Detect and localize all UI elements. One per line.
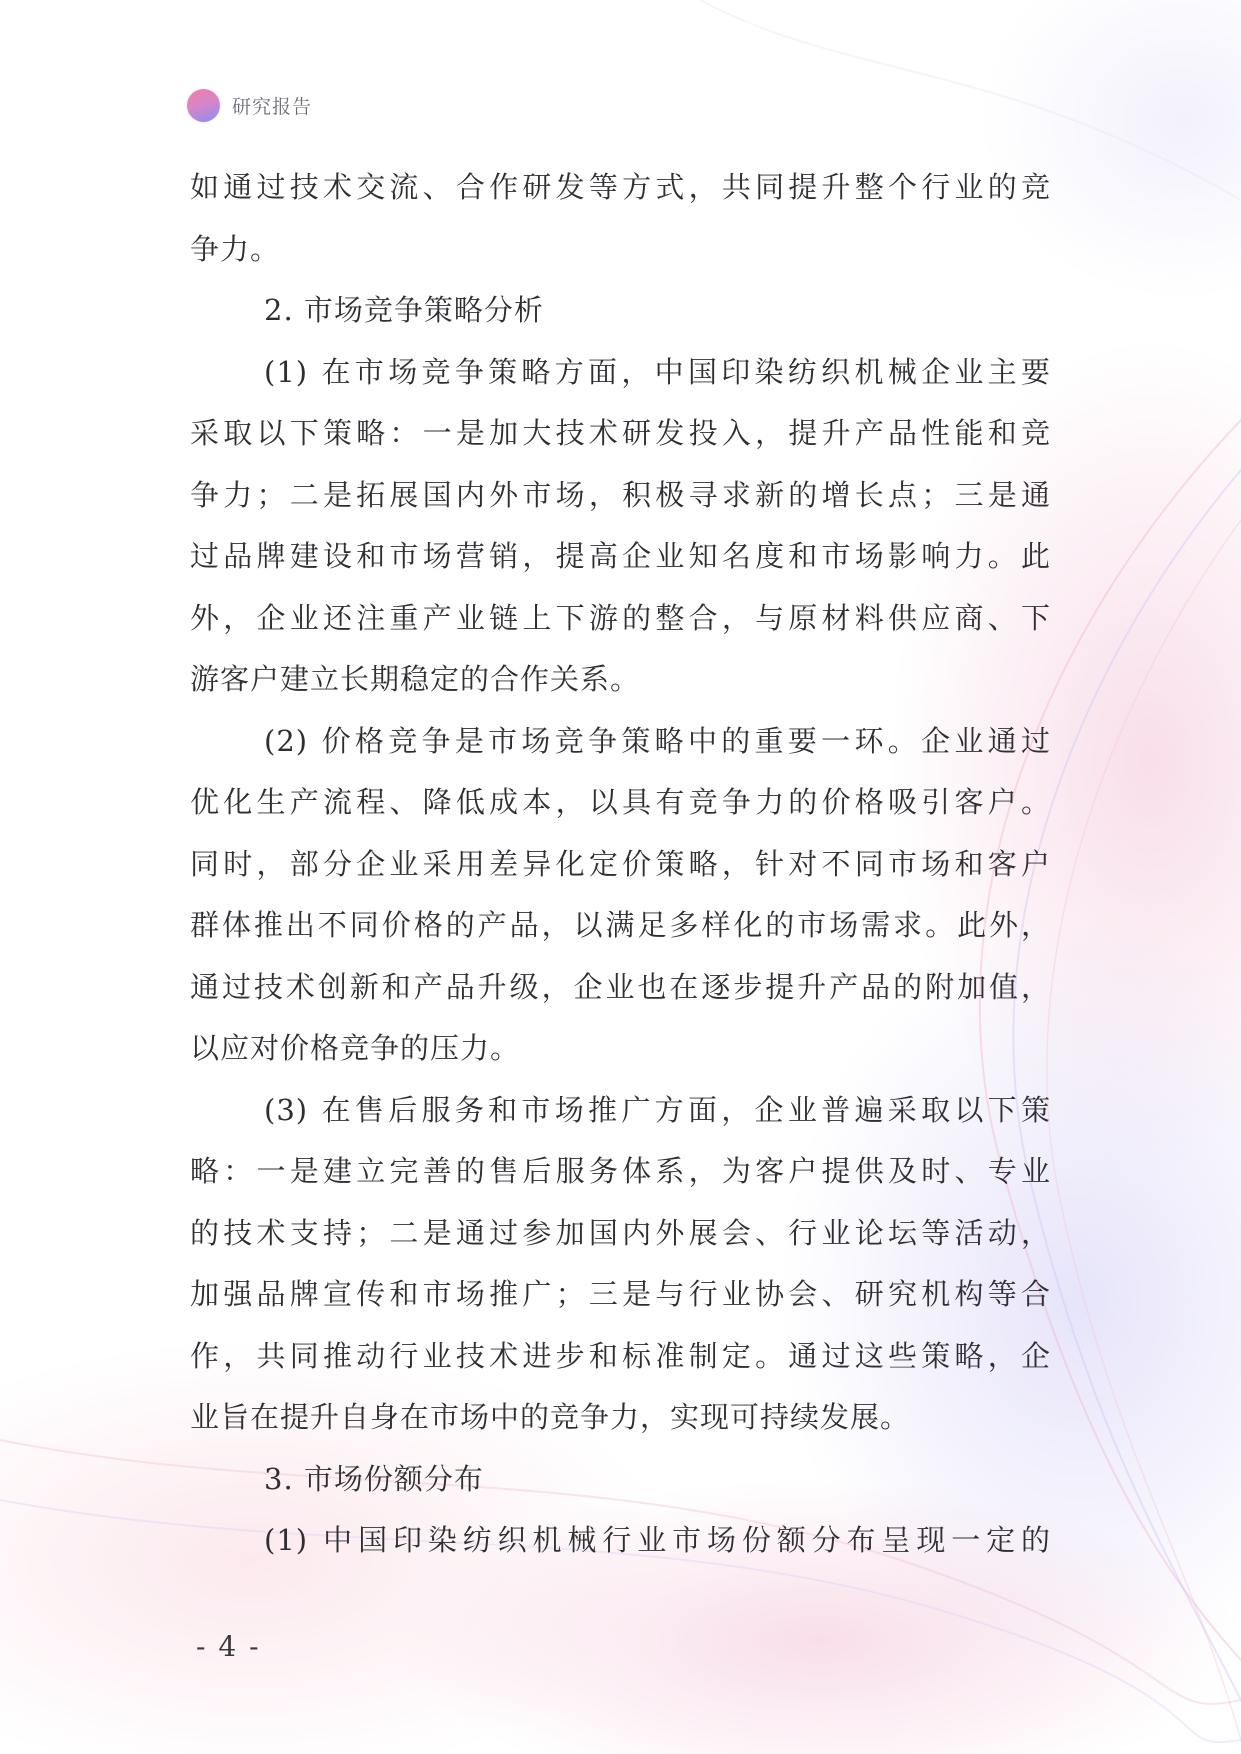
paragraph-line: 优化生产流程、降低成本，以具有竞争力的价格吸引客户。 (190, 785, 1051, 819)
paragraph-line: 业旨在提升自身在市场中的竞争力，实现可持续发展。 (190, 1400, 911, 1434)
document-body (190, 157, 1051, 1572)
paragraph-line: 游客户建立长期稳定的合作关系。 (190, 662, 641, 696)
page-number: - 4 - (196, 1630, 261, 1663)
paragraph-line: (1) 中国印染纺织机械行业市场份额分布呈现一定的 (264, 1523, 1051, 1557)
paragraph-line: 的技术支持；二是通过参加国内外展会、行业论坛等活动， (190, 1215, 1051, 1250)
paragraph-line: 外，企业还注重产业链上下游的整合，与原材料供应商、下 (190, 600, 1051, 635)
paragraph-line: 采取以下策略：一是加大技术研发投入，提升产品性能和竞 (190, 416, 1051, 450)
section-2-item-2 (190, 711, 1051, 1080)
paragraph-line: 争力；二是拓展国内外市场，积极寻求新的增长点；三是通 (190, 477, 1051, 512)
paragraph-line: (1) 在市场竞争策略方面，中国印染纺织机械企业主要 (264, 354, 1051, 389)
header-label: 研究报告 (232, 95, 313, 118)
section-2-item-1 (190, 342, 1051, 711)
section-heading: 3. 市场份额分布 (264, 1461, 484, 1496)
paragraph-line: 争力。 (190, 231, 281, 266)
paragraph-line: (3) 在售后服务和市场推广方面，企业普遍采取以下策 (264, 1092, 1051, 1127)
paragraph-line: 加强品牌宣传和市场推广；三是与行业协会、研究机构等合 (190, 1277, 1051, 1311)
section-3-item-1 (190, 1510, 1051, 1572)
paragraph-line: 如通过技术交流、合作研发等方式，共同提升整个行业的竞 (190, 170, 1051, 204)
intro-paragraph (190, 157, 1051, 280)
section-2-item-3 (190, 1080, 1051, 1449)
paragraph-line: 过品牌建设和市场营销，提高企业知名度和市场影响力。此 (190, 539, 1051, 573)
paragraph-line: 以应对价格竞争的压力。 (190, 1031, 521, 1065)
paragraph-line: (2) 价格竞争是市场竞争策略中的重要一环。企业通过 (264, 723, 1051, 758)
report-header (187, 88, 312, 122)
logo-icon (187, 89, 220, 122)
paragraph-line: 通过技术创新和产品升级，企业也在逐步提升产品的附加值， (190, 969, 1051, 1004)
paragraph-line: 群体推出不同价格的产品，以满足多样化的市场需求。此外， (190, 908, 1051, 942)
paragraph-line: 同时，部分企业采用差异化定价策略，针对不同市场和客户 (190, 846, 1051, 881)
paragraph-line: 作，共同推动行业技术进步和标准制定。通过这些策略，企 (190, 1338, 1051, 1373)
section-heading: 2. 市场竞争策略分析 (264, 293, 544, 327)
paragraph-line: 略：一是建立完善的售后服务体系，为客户提供及时、专业 (190, 1154, 1051, 1188)
